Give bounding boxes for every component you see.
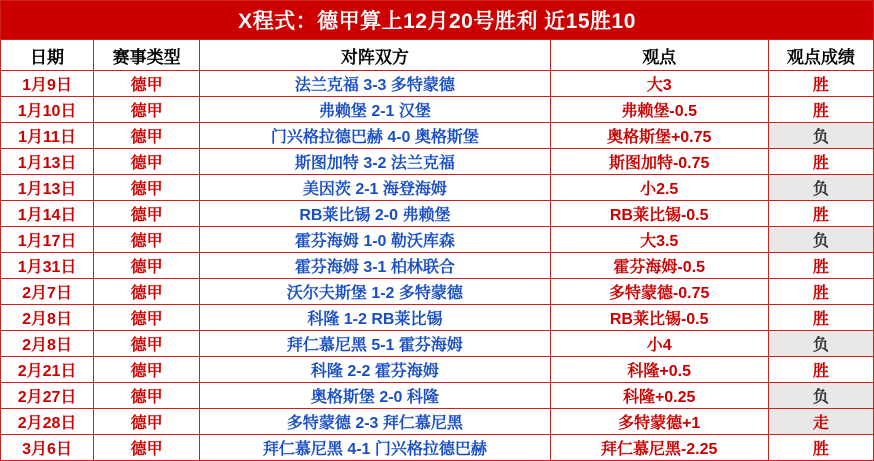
cell-view: 小2.5 — [550, 175, 768, 201]
cell-view: 拜仁慕尼黑-2.25 — [550, 435, 768, 461]
cell-league: 德甲 — [94, 357, 200, 383]
cell-view: 小4 — [550, 331, 768, 357]
cell-date: 1月9日 — [1, 71, 94, 97]
cell-result: 负 — [768, 123, 873, 149]
cell-view: 大3.5 — [550, 227, 768, 253]
cell-match: 奥格斯堡 2-0 科隆 — [200, 383, 550, 409]
cell-date: 2月7日 — [1, 279, 94, 305]
cell-league: 德甲 — [94, 149, 200, 175]
cell-league: 德甲 — [94, 253, 200, 279]
table-row — [1, 331, 874, 357]
column-header-result: 观点成绩 — [768, 40, 873, 71]
cell-view: 大3 — [550, 71, 768, 97]
cell-result: 胜 — [768, 97, 873, 123]
cell-result: 胜 — [768, 435, 873, 461]
cell-result: 负 — [768, 227, 873, 253]
table-row — [1, 201, 874, 227]
table-row — [1, 279, 874, 305]
table-row — [1, 305, 874, 331]
column-header-match: 对阵双方 — [200, 40, 550, 71]
cell-match: 科隆 2-2 霍芬海姆 — [200, 357, 550, 383]
column-header-view: 观点 — [550, 40, 768, 71]
column-header-date: 日期 — [1, 40, 94, 71]
table-row — [1, 175, 874, 201]
cell-match: RB莱比锡 2-0 弗赖堡 — [200, 201, 550, 227]
cell-league: 德甲 — [94, 201, 200, 227]
cell-league: 德甲 — [94, 435, 200, 461]
cell-match: 霍芬海姆 3-1 柏林联合 — [200, 253, 550, 279]
cell-match: 多特蒙德 2-3 拜仁慕尼黑 — [200, 409, 550, 435]
cell-view: 斯图加特-0.75 — [550, 149, 768, 175]
cell-result: 胜 — [768, 149, 873, 175]
cell-league: 德甲 — [94, 227, 200, 253]
cell-result: 负 — [768, 331, 873, 357]
cell-match: 沃尔夫斯堡 1-2 多特蒙德 — [200, 279, 550, 305]
cell-league: 德甲 — [94, 305, 200, 331]
cell-date: 1月10日 — [1, 97, 94, 123]
cell-match: 霍芬海姆 1-0 勒沃库森 — [200, 227, 550, 253]
title-row — [1, 1, 874, 40]
cell-league: 德甲 — [94, 383, 200, 409]
cell-view: 奥格斯堡+0.75 — [550, 123, 768, 149]
cell-view: 科隆+0.5 — [550, 357, 768, 383]
cell-date: 1月31日 — [1, 253, 94, 279]
cell-date: 3月6日 — [1, 435, 94, 461]
table-row — [1, 409, 874, 435]
cell-match: 斯图加特 3-2 法兰克福 — [200, 149, 550, 175]
cell-date: 2月8日 — [1, 331, 94, 357]
cell-league: 德甲 — [94, 175, 200, 201]
column-header-league: 赛事类型 — [94, 40, 200, 71]
cell-result: 胜 — [768, 201, 873, 227]
cell-view: 科隆+0.25 — [550, 383, 768, 409]
cell-result: 负 — [768, 175, 873, 201]
table-row — [1, 253, 874, 279]
cell-result: 胜 — [768, 305, 873, 331]
cell-match: 科隆 1-2 RB莱比锡 — [200, 305, 550, 331]
cell-date: 2月27日 — [1, 383, 94, 409]
cell-view: 多特蒙德+1 — [550, 409, 768, 435]
cell-date: 2月28日 — [1, 409, 94, 435]
cell-match: 美因茨 2-1 海登海姆 — [200, 175, 550, 201]
cell-view: RB莱比锡-0.5 — [550, 305, 768, 331]
cell-result: 胜 — [768, 71, 873, 97]
cell-date: 1月13日 — [1, 175, 94, 201]
cell-date: 1月13日 — [1, 149, 94, 175]
cell-league: 德甲 — [94, 97, 200, 123]
cell-result: 胜 — [768, 279, 873, 305]
cell-view: 多特蒙德-0.75 — [550, 279, 768, 305]
cell-match: 门兴格拉德巴赫 4-0 奥格斯堡 — [200, 123, 550, 149]
cell-date: 1月14日 — [1, 201, 94, 227]
cell-match: 法兰克福 3-3 多特蒙德 — [200, 71, 550, 97]
cell-view: 弗赖堡-0.5 — [550, 97, 768, 123]
cell-match: 拜仁慕尼黑 5-1 霍芬海姆 — [200, 331, 550, 357]
cell-date: 1月11日 — [1, 123, 94, 149]
cell-date: 2月8日 — [1, 305, 94, 331]
cell-result: 胜 — [768, 253, 873, 279]
cell-league: 德甲 — [94, 331, 200, 357]
cell-date: 2月21日 — [1, 357, 94, 383]
cell-result: 走 — [768, 409, 873, 435]
cell-date: 1月17日 — [1, 227, 94, 253]
cell-view: RB莱比锡-0.5 — [550, 201, 768, 227]
table-row — [1, 123, 874, 149]
cell-league: 德甲 — [94, 71, 200, 97]
cell-result: 胜 — [768, 357, 873, 383]
table-row — [1, 357, 874, 383]
cell-league: 德甲 — [94, 409, 200, 435]
table-row — [1, 97, 874, 123]
cell-result: 负 — [768, 383, 873, 409]
table-row — [1, 435, 874, 461]
cell-match: 弗赖堡 2-1 汉堡 — [200, 97, 550, 123]
cell-match: 拜仁慕尼黑 4-1 门兴格拉德巴赫 — [200, 435, 550, 461]
table-body — [1, 1, 874, 461]
table-row — [1, 227, 874, 253]
cell-view: 霍芬海姆-0.5 — [550, 253, 768, 279]
table-row — [1, 149, 874, 175]
cell-league: 德甲 — [94, 279, 200, 305]
table-row — [1, 71, 874, 97]
cell-league: 德甲 — [94, 123, 200, 149]
page-title: X程式：德甲算上12月20号胜利 近15胜10 — [1, 1, 874, 40]
header-row — [1, 40, 874, 71]
table-row — [1, 383, 874, 409]
